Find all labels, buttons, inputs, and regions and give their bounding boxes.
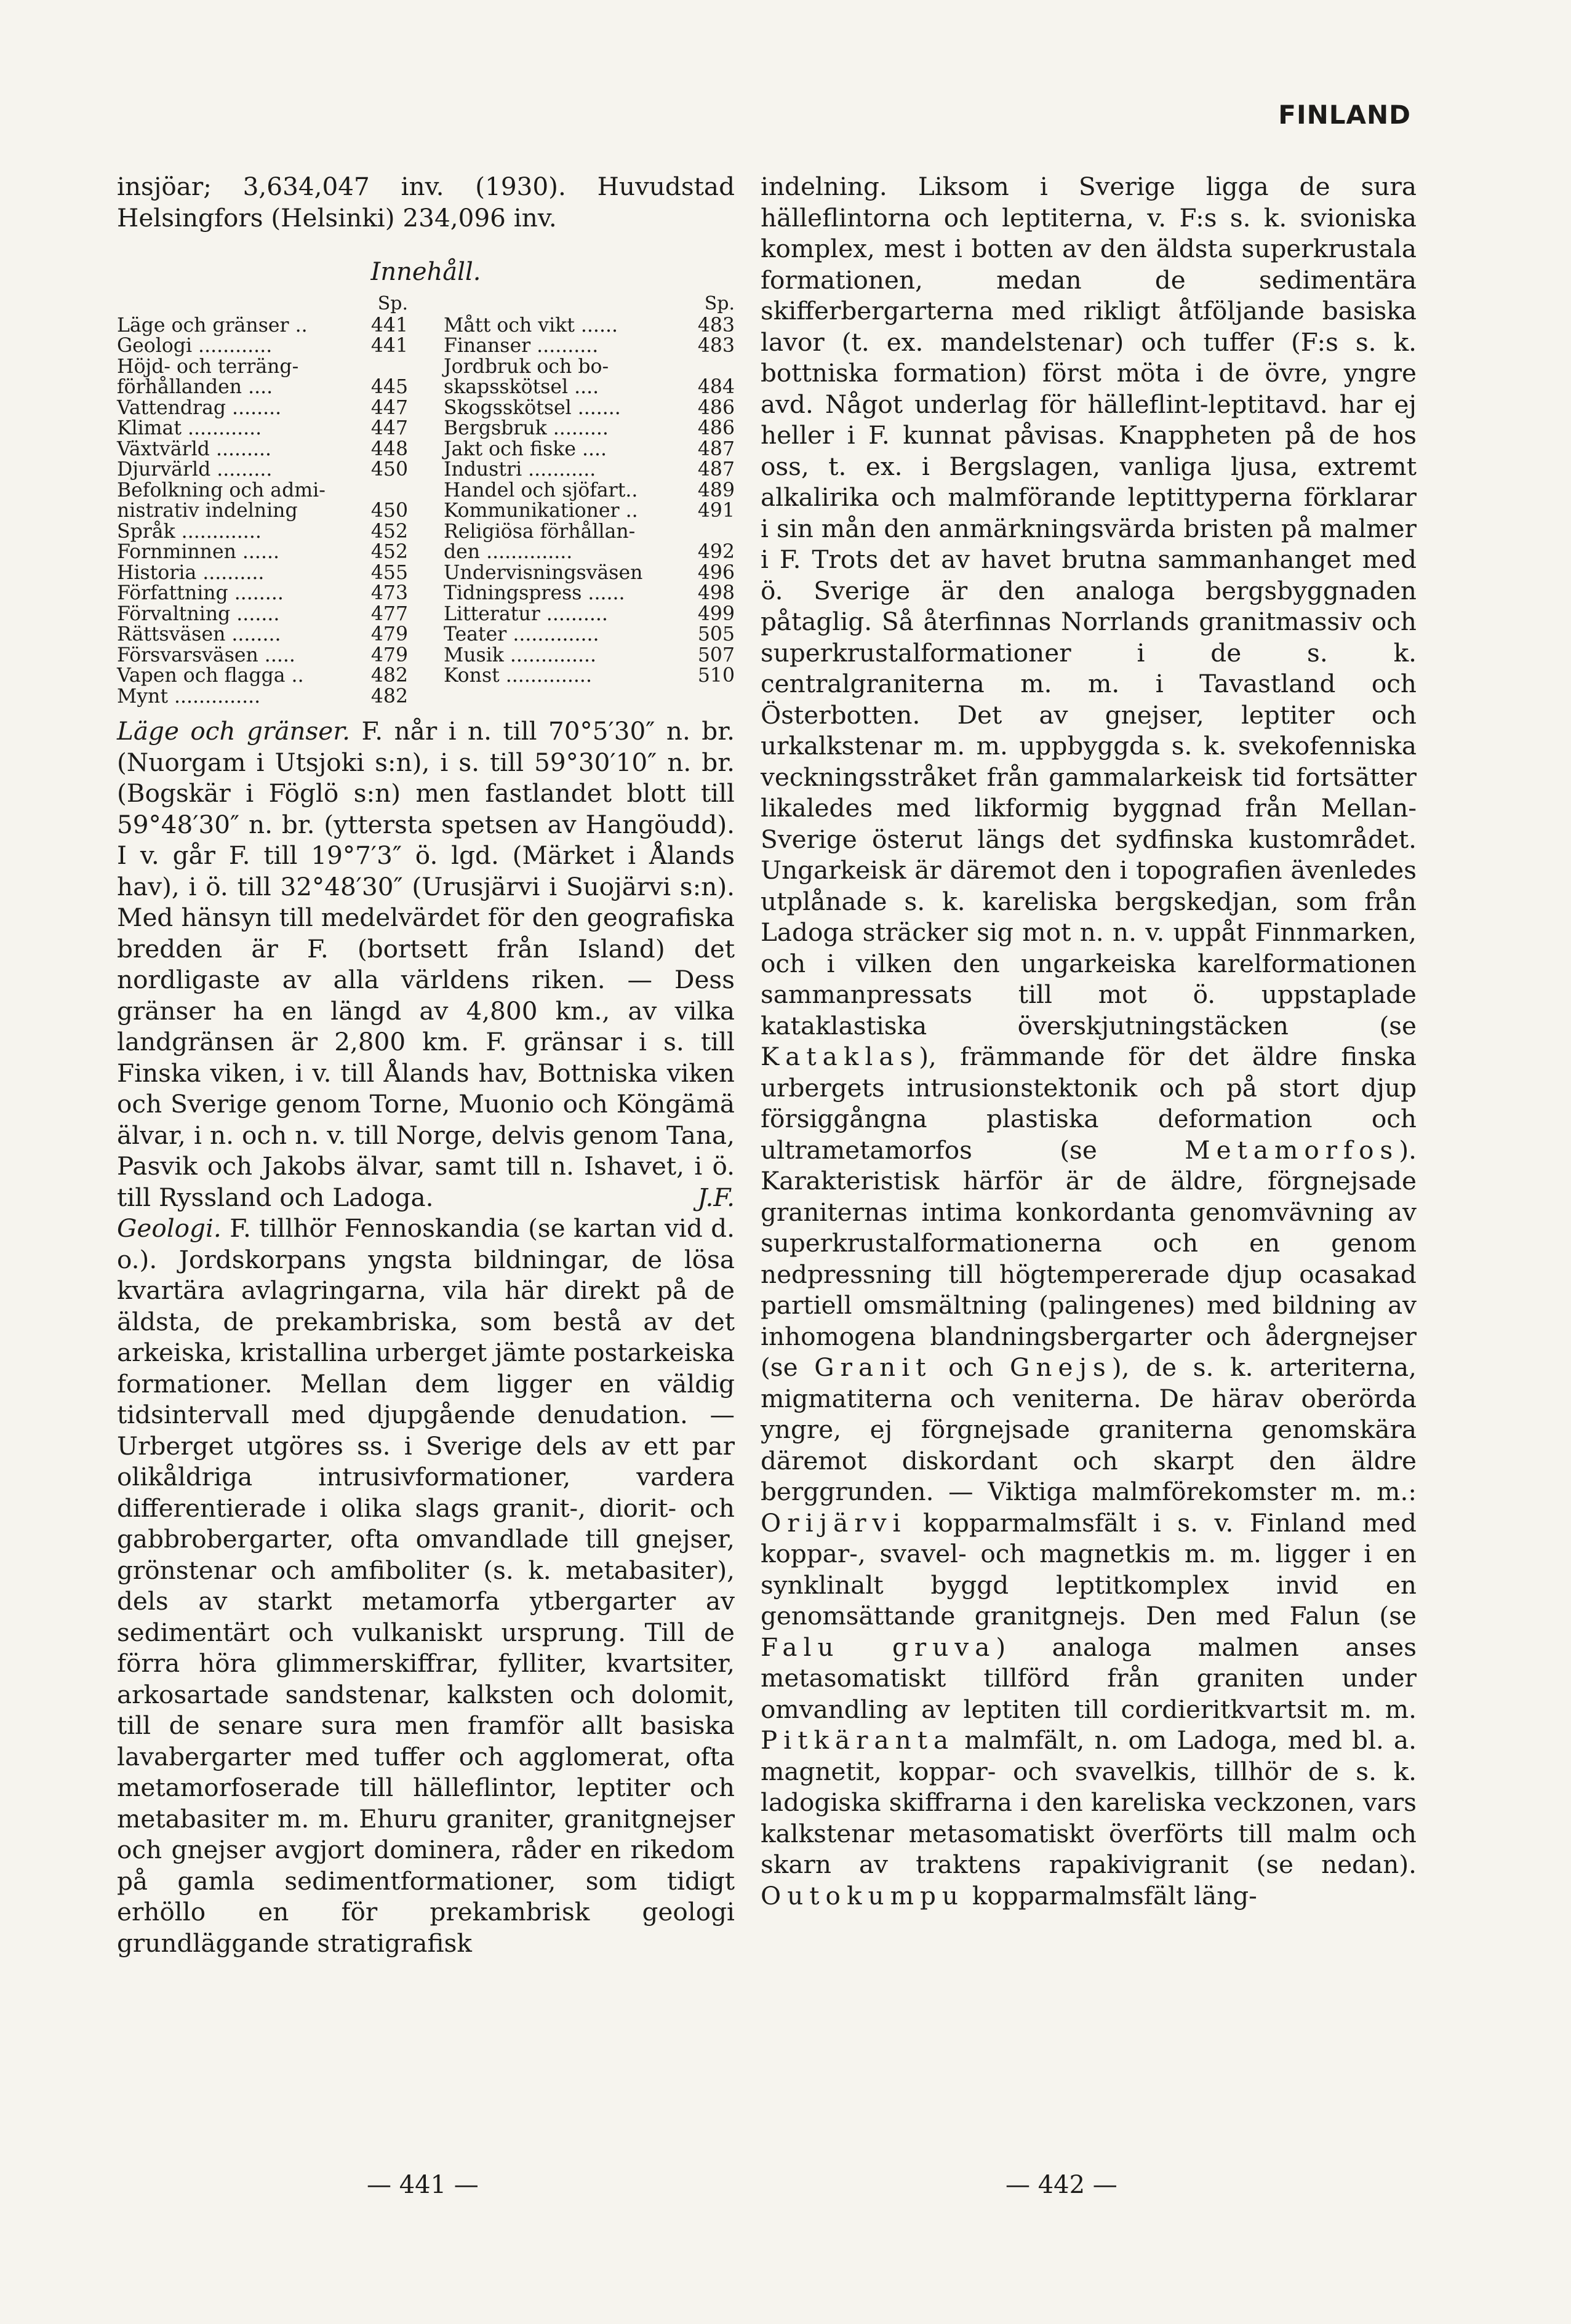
toc-entry [117,604,408,625]
toc-entry-label: Växtvärld ......... [117,437,272,460]
left-column [117,171,735,1959]
toc-entry-page: 486 [697,417,735,439]
toc-entry-label: Djurvärld ......... [117,458,273,481]
toc-entry [117,583,408,604]
toc-entry [444,460,735,481]
toc-entry-label: Klimat ............ [117,417,262,439]
running-header: FINLAND [1278,100,1411,130]
toc-entry-page: 452 [370,541,408,563]
toc-entry [117,542,408,563]
toc-entry [444,481,735,501]
toc-entry-page: 484 [697,376,735,398]
toc-entry-label: Industri ........... [444,458,596,481]
toc-entry [444,357,735,398]
text-part: ) analoga malmen anses metasomatiskt tillförd från graniten under omvandling av leptiten till cordieritkvartsit m. m. [761,1632,1417,1724]
text-part: ), de s. k. arteriterna, migmatiterna och veniterna. De härav oberörda yngre, ej förgnejsade graniterna genomskära däremot diskordant och skarpt den äldre berggrunden. — Viktiga malmförekomster m. m.: [761,1352,1417,1506]
toc-entry [117,418,408,439]
toc-entry-page: 487 [697,458,735,481]
toc-entry [444,316,735,337]
toc-entry-page: 450 [370,458,408,481]
toc-entry-label: Religiösa förhållan- den .............. [444,520,636,563]
toc-col-header: Sp. [704,293,735,314]
toc-entry-label: Vattendrag ........ [117,396,282,419]
toc-entry-label: Tidningspress ...... [444,582,625,604]
section-heading-geologi: Geologi. [117,1213,222,1243]
toc-entry-page: 452 [370,520,408,543]
cross-reference: Gnejs [1010,1352,1112,1382]
toc-entry [117,316,408,337]
toc-entry [444,563,735,584]
toc-entry-page: 479 [370,644,408,666]
toc-entry-page: 487 [697,437,735,460]
toc-entry-page: 510 [697,665,735,687]
toc-title: Innehåll. [370,258,481,286]
toc-entry [444,625,735,645]
toc-entry-label: Litteratur .......... [444,602,608,625]
toc-entry-page: 477 [370,602,408,625]
toc-entry [117,336,408,357]
toc-entry [117,357,408,398]
toc-entry-page: 499 [697,602,735,625]
toc-entry [444,645,735,666]
toc-entry [444,501,735,522]
toc-entry [444,604,735,625]
cross-reference: Pitkäranta [761,1725,955,1755]
toc-entry [117,481,408,522]
toc-entry-label: Mått och vikt ...... [444,314,618,337]
section-geologi [117,1213,735,1959]
toc-entry-label: Språk ............. [117,520,262,543]
cross-reference: Orijärvi [761,1507,907,1538]
toc-entry [444,666,735,687]
cross-reference: Granit [814,1352,932,1382]
text-part: indelning. Liksom i Sverige ligga de sura hälleflintorna och leptiterna, v. F:s s. k. svioniska komplex, mest i botten av den äldsta superkrustala formationen, medan de sedimentära skifferbergarterna med rikligt åtföljande basiska lavor (t. ex. mandelstenar) och tuffer (F:s s. k. bottniska formation) först möta i de övre, yngre avd. Något underlag för hälleflint-leptitavd. har ej heller i F. kunnat påvisas. Knappheten på de hos oss, t. ex. i Bergslagen, vanliga ljusa, extremt alkalirika och malmförande leptittyperna förklarar i sin mån den anmärkningsvärda bristen på malmer i F. Trots det av havet brutna sammanhanget med ö. Sverige är den analoga bergsbyggnaden påtaglig. Så återfinnas Norrlands granitmassiv och superkrustalformationer i de s. k. centralgraniterna m. m. i Tavastland och Österbotten. Det av gnejser, leptiter och urkalkstenar m. m. uppbyggda s. k. svekofenniska veckningsstråket från gammalarkeisk tid fortsätter likaledes med likformig byggnad från Mellan-Sverige österut längs det sydfinska kustområdet. Ungarkeisk är däremot den i topografien ävenledes utplånade s. k. kareliska bergskedjan, som från Ladoga sträcker sig mot n. n. v. uppåt Finnmarken, och i vilken den ungarkeiska karelformationen sammanpressats till mot ö. uppstaplade kataklastiska överskjutningstäcken (se [761,172,1417,1040]
toc-entry-label: Finanser .......... [444,335,599,357]
text-part: malmfält, n. om Ladoga, med bl. a. magnetit, koppar- och svavelkis, tillhör de s. k. ladogiska skiffrarna i den kareliska veckzonen, vars kalkstenar metasomatiskt överförts till malm och skarn av traktens rapakivigranit (se nedan). [761,1725,1417,1879]
right-column [761,171,1417,1911]
toc-entry-label: Jakt och fiske .... [444,437,607,460]
author-signature: J.F. [697,1182,735,1212]
toc-entry-label: Befolkning och admi- nistrativ indelning [117,479,326,522]
toc-entry-page: 507 [697,644,735,666]
toc-entry-page: 450 [370,500,408,522]
toc-entry-page: 491 [697,500,735,522]
toc-entry-page: 473 [370,582,408,604]
toc-entry-page: 505 [697,623,735,645]
section-lage [117,716,735,1213]
toc-entry-page: 455 [370,561,408,584]
cross-reference: Outokumpu [761,1880,964,1911]
toc-entry [117,522,408,543]
cross-reference: Metamorfos [1185,1135,1399,1165]
toc-entry-label: Höjd- och terräng- förhållanden .... [117,355,299,398]
toc-entry [117,625,408,645]
geologi-continued [761,171,1417,1911]
cross-reference: Falu gruva [761,1632,996,1662]
toc-entry [444,522,735,563]
toc-entry-label: Bergsbruk ......... [444,417,609,439]
toc-entry-label: Geologi ............ [117,335,273,357]
text-part: ). Karakteristisk härför är de äldre, förgnejsade graniternas intima konkordanta genomvävning av superkrustalformationerna och en genom nedpressning till högtempererade djup ocasakad partiell omsmältning (palingenes) med bildning av inhomogena blandningsbergarter och ådergnejser (se [761,1135,1417,1382]
toc-entry-label: Vapen och flagga .. [117,665,304,687]
toc-entry-label: Förvaltning ....... [117,602,280,625]
toc-entry-page: 483 [697,335,735,357]
toc-entry-page: 489 [697,479,735,501]
section-text-lage: F. når i n. till 70°5′30″ n. br. (Nuorgam i Utsjoki s:n), i s. till 59°30′10″ n. br. (Bogskär i Föglö s:n) men fastlandet blott till 59°48′30″ n. br. (yttersta spetsen av Hangöudd). I v. går F. till 19°7′3″ ö. lgd. (Märket i Ålands hav), i ö. till 32°48′30″ (Urusjärvi i Suojärvi s:n). Med hänsyn till medelvärdet för den geografiska bredden är F. (bortsett från Island) det nordligaste av alla världens riken. — Dess gränser ha en längd av 4,800 km., av vilka landgränsen är 2,800 km. F. gränsar i s. till Finska viken, i v. till Ålands hav, Bottniska viken och Sverige genom Torne, Muonio och Köngämä älvar, i n. och n. v. till Norge, delvis genom Tana, Pasvik och Jakobs älvar, samt till n. Ishavet, i ö. till Ryssland och Ladoga. [117,716,735,1212]
toc-entry [117,439,408,460]
toc-col-header: Sp. [377,293,408,314]
toc-entry-label: Musik .............. [444,644,597,666]
toc-entry-label: Jordbruk och bo- skapsskötsel .... [444,355,609,398]
toc-entry-label: Undervisningsväsen [444,561,643,584]
page-number-right: — 442 — [1005,2171,1117,2199]
toc-entry [444,336,735,357]
toc-entry-page: 441 [370,335,408,357]
toc-entry-page: 483 [697,314,735,337]
toc-entry [117,645,408,666]
toc-entry-label: Fornminnen ...... [117,541,279,563]
text-part: kopparmalmsfält i s. v. Finland med koppar-, svavel- och magnetkis m. m. ligger i en synklinalt byggd leptitkomplex invid en genomsättande granitgnejs. Den med Falun (se [761,1507,1417,1631]
toc-entry-label: Teater .............. [444,623,599,645]
toc-entry-page: 447 [370,396,408,419]
toc-entry-page: 496 [697,561,735,584]
text-part: ), främmande för det äldre finska urbergets intrusionstektonik och på stort djup försiggångna plastiska deformation och ultrametamorfos (se [761,1042,1417,1165]
toc-entry [444,418,735,439]
toc-left-column [117,293,408,707]
toc-entry-page: 482 [370,665,408,687]
section-text-geologi: F. tillhör Fennoskandia (se kartan vid d. o.). Jordskorpans yngsta bildningar, de lösa kvartära avlagringarna, vila här direkt på de äldsta, de prekambriska, som bestå av det arkeiska, kristallina urberget jämte postarkeiska formationer. Mellan dem ligger en väldig tidsintervall med djupgående denudation. — Urberget utgöres ss. i Sverige dels av ett par olikåldriga intrusivformationer, vardera differentierade i olika slags granit-, diorit- och gabbrobergarter, ofta omvandlade till gnejser, grönstenar och amfiboliter (s. k. metabasiter), dels av starkt metamorfa ytbergarter av sedimentärt och vulkaniskt ursprung. Till de förra höra glimmerskiffrar, fylliter, kvartsiter, arkosartade sandstenar, kalksten och dolomit, till de senare sura men framför allt basiska lavabergarter med tuffer och agglomerat, ofta metamorfoserade till hälleflintor, leptiter och metabasiter m. m. Ehuru graniter, granitgnejser och gnejser avgjort dominera, råder en rikedom på gamla sedimentformationer, som tidigt erhöllo en för prekambrisk geologi grundläggande stratigrafisk [117,1213,735,1958]
toc-entry [444,583,735,604]
toc-entry [444,439,735,460]
toc-entry-label: Läge och gränser .. [117,314,308,337]
toc-entry-label: Rättsväsen ........ [117,623,281,645]
toc-right-column [444,293,735,707]
toc-entry-page: 447 [370,417,408,439]
toc-entry-page: 486 [697,396,735,419]
toc-entry [117,687,408,708]
toc-entry-page: 492 [697,541,735,563]
toc-entry-label: Försvarsväsen ..... [117,644,295,666]
toc-entry-page: 479 [370,623,408,645]
toc-entry-label: Mynt .............. [117,685,261,708]
text-part: kopparmalmsfält läng- [972,1880,1257,1911]
toc-entry-label: Historia .......... [117,561,265,584]
toc-entry [117,398,408,419]
toc-entry-page: 448 [370,437,408,460]
page-number-left: — 441 — [367,2171,479,2199]
toc-entry-label: Konst .............. [444,665,592,687]
text-part: och [948,1352,994,1382]
toc-entry-page: 482 [370,685,408,708]
toc-entry-label: Författning ........ [117,582,284,604]
toc-entry [117,460,408,481]
toc-entry-page: 445 [370,376,408,398]
toc-entry-page: 441 [370,314,408,337]
toc-entry-label: Handel och sjöfart.. [444,479,638,501]
toc-entry-page: 498 [697,582,735,604]
toc-entry [117,563,408,584]
toc-entry [444,398,735,419]
cross-reference: Kataklas [761,1042,919,1071]
toc-entry-label: Skogsskötsel ....... [444,396,621,419]
toc-entry-label: Kommunikationer .. [444,500,638,522]
toc-entry [117,666,408,687]
section-heading-lage: Läge och gränser. [117,716,351,746]
table-of-contents [117,293,735,707]
intro-text: insjöar; 3,634,047 inv. (1930). Huvudstad Helsingfors (Helsinki) 234,096 inv. [117,172,735,233]
